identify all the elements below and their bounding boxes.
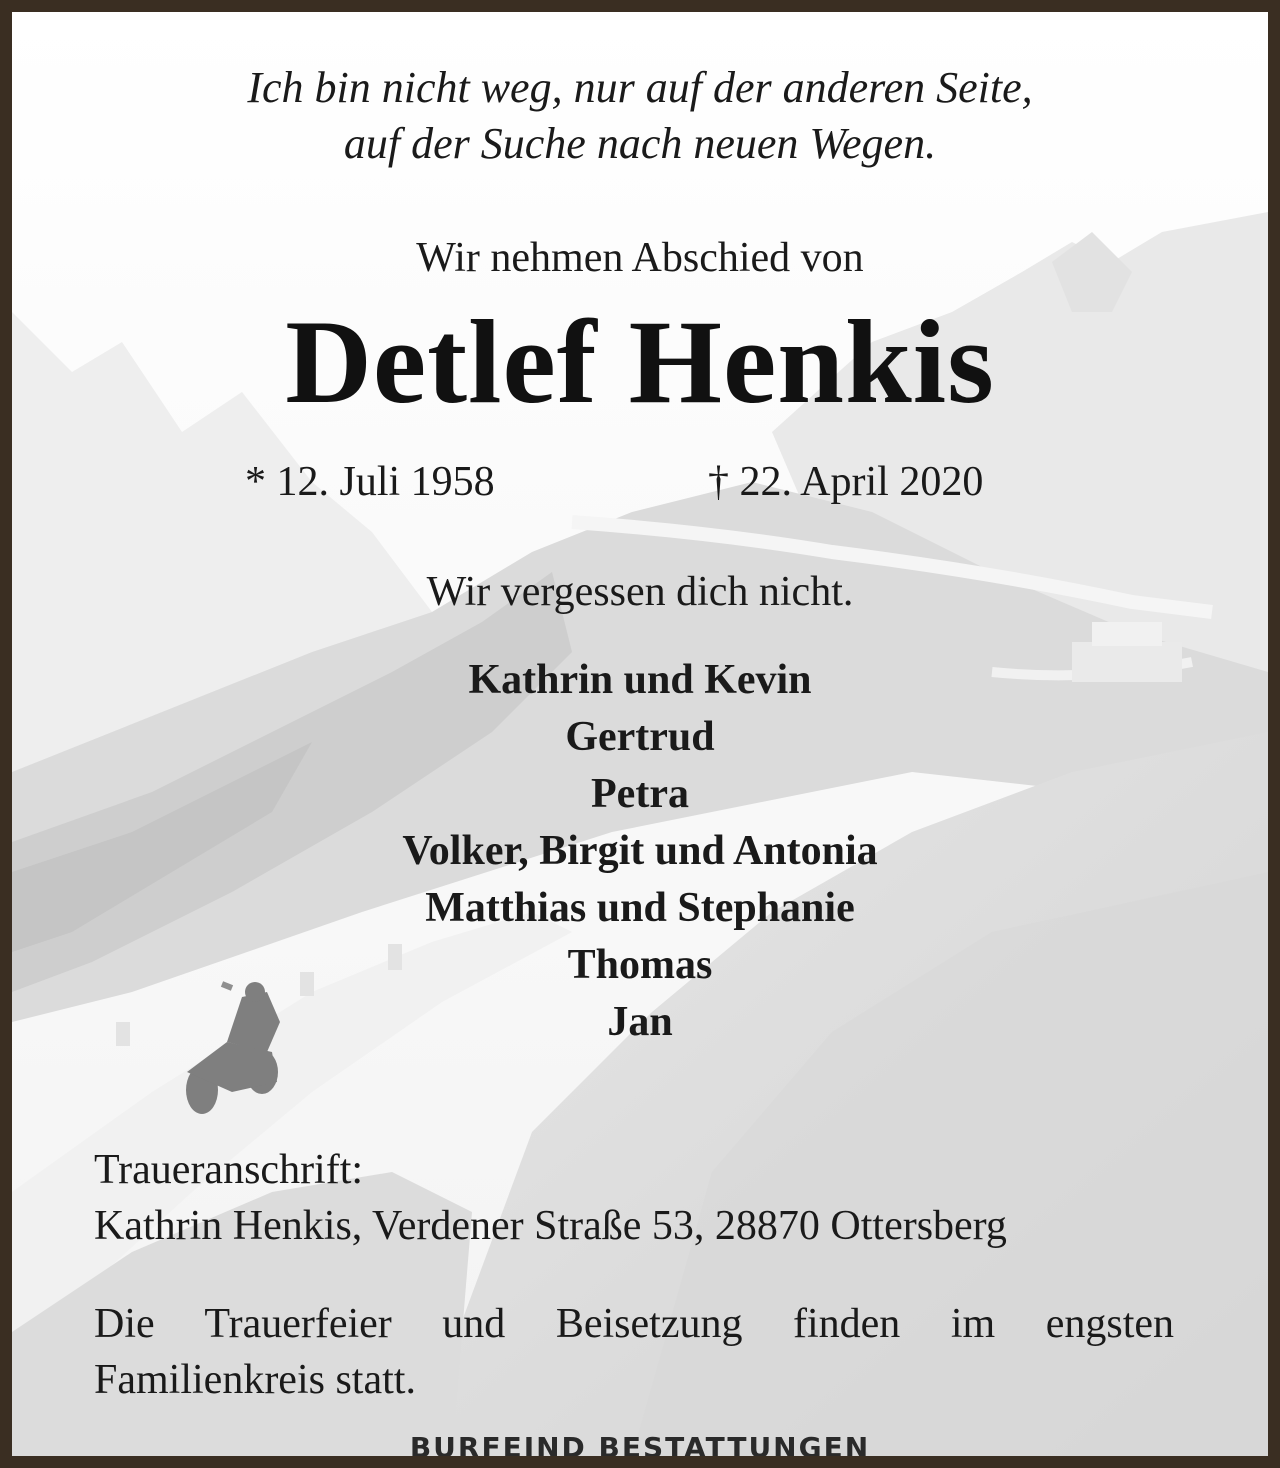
mourner-entry: Matthias und Stephanie: [425, 885, 855, 931]
mourner-entry: Petra: [591, 771, 689, 817]
deceased-name: Detlef Henkis: [285, 295, 995, 428]
undertaker-logo: BURFEIND BESTATTUNGEN: [409, 1431, 871, 1464]
mourning-address: Kathrin Henkis, Verdener Straße 53, 28870 Ottersberg: [94, 1203, 1007, 1249]
quote-line-2: auf der Suche nach neuen Wegen.: [343, 119, 937, 168]
quote-line-1: Ich bin nicht weg, nur auf der anderen Seite,: [247, 63, 1033, 112]
remembrance-line: Wir vergessen dich nicht.: [426, 569, 854, 615]
obituary-content: [12, 12, 1268, 1464]
mourner-entry: Jan: [607, 999, 673, 1045]
mourners-list: [12, 652, 1268, 1051]
ceremony-notice: Die Trauerfeier und Beisetzung finden im engsten Familienkreis statt.: [94, 1301, 1174, 1403]
death-date: † 22. April 2020: [708, 459, 984, 505]
mourner-entry: Kathrin und Kevin: [468, 657, 812, 703]
mourning-address-label: Traueranschrift:: [94, 1147, 364, 1193]
mourner-entry: Gertrud: [565, 714, 715, 760]
memorial-quote: [12, 60, 1268, 172]
mourner-entry: Thomas: [567, 942, 713, 988]
mourner-entry: Volker, Birgit und Antonia: [402, 828, 878, 874]
birth-date: * 12. Juli 1958: [245, 459, 495, 505]
farewell-intro: Wir nehmen Abschied von: [416, 235, 864, 281]
